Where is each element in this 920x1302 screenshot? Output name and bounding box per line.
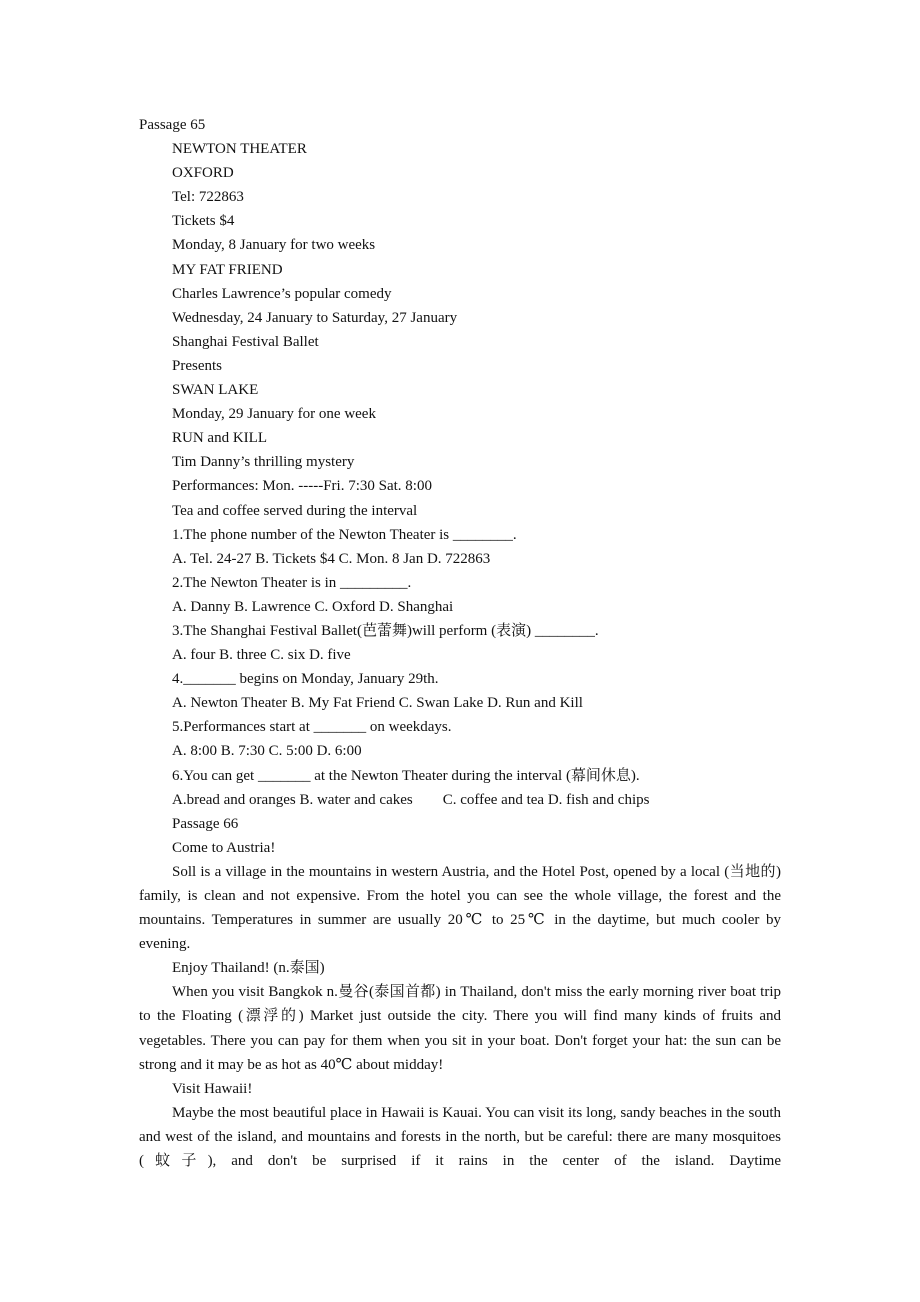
thailand-paragraph: When you visit Bangkok n.曼谷(泰国首都) in Thailand, don't miss the early morning river boat trip to the Floating (漂浮的) Market just outside the city. There you will find many kinds of fruits and vegetables. There you can pay for them when you sit in your boat. Don't forget your hat: the sun can be strong and it may be as hot as 40℃ about midday!: [139, 984, 781, 1073]
question-5: 5.Performances start at _______ on weekdays.: [172, 719, 452, 736]
question-4: 4._______ begins on Monday, January 29th.: [172, 671, 439, 688]
passage-66-heading: Passage 66: [172, 815, 239, 832]
question-3-options: A. four B. three C. six D. five: [172, 647, 351, 664]
question-4-options: A. Newton Theater B. My Fat Friend C. Swan Lake D. Run and Kill: [172, 695, 583, 712]
austria-title: Come to Austria!: [172, 839, 276, 856]
theater-city: OXFORD: [172, 165, 234, 182]
show-2-presents: Presents: [172, 357, 222, 374]
ticket-price: Tickets $4: [172, 213, 235, 230]
question-5-options: A. 8:00 B. 7:30 C. 5:00 D. 6:00: [172, 743, 362, 760]
passage-65-heading: Passage 65: [139, 117, 206, 133]
performance-times: Performances: Mon. -----Fri. 7:30 Sat. 8:00: [172, 478, 432, 495]
austria-paragraph: Soll is a village in the mountains in western Austria, and the Hotel Post, opened by a local (当地的) family, is clean and not expensive. From the hotel you can see the whole village, the forest and the mountains. Temperatures in summer are usually 20℃ to 25℃ in the daytime, but much cooler by evening.: [139, 863, 781, 953]
theater-name: NEWTON THEATER: [172, 141, 307, 158]
show-1-description: Charles Lawrence’s popular comedy: [172, 285, 392, 302]
thailand-title: Enjoy Thailand! (n.泰国): [172, 960, 325, 977]
question-3: 3.The Shanghai Festival Ballet(芭蕾舞)will perform (表演) ________.: [172, 622, 599, 639]
show-2-company: Shanghai Festival Ballet: [172, 333, 319, 350]
show-2-date: Wednesday, 24 January to Saturday, 27 January: [172, 309, 458, 326]
question-2: 2.The Newton Theater is in _________.: [172, 574, 412, 591]
show-2-title: SWAN LAKE: [172, 382, 259, 399]
passage-65-body: [139, 137, 781, 812]
question-6-options: A.bread and oranges B. water and cakes C. coffee and tea D. fish and chips: [172, 791, 650, 808]
interval-note: Tea and coffee served during the interval: [172, 502, 418, 519]
show-1-date: Monday, 8 January for two weeks: [172, 237, 376, 254]
question-1: 1.The phone number of the Newton Theater is ________.: [172, 526, 517, 543]
hawaii-title: Visit Hawaii!: [172, 1080, 253, 1097]
question-6: 6.You can get _______ at the Newton Theater during the interval (幕间休息).: [172, 767, 640, 784]
document-page: [139, 113, 781, 1173]
hawaii-paragraph: Maybe the most beautiful place in Hawaii is Kauai. You can visit its long, sandy beaches in the south and west of the island, and mountains and forests in the north, but be careful: there are many mosquitoes (蚊子), and don't be surprised if it rains in the center of the island. Daytime: [139, 1104, 781, 1170]
show-3-title: RUN and KILL: [172, 430, 267, 447]
question-2-options: A. Danny B. Lawrence C. Oxford D. Shanghai: [172, 598, 454, 615]
show-3-description: Tim Danny’s thrilling mystery: [172, 454, 355, 471]
show-3-date: Monday, 29 January for one week: [172, 406, 376, 423]
show-1-title: MY FAT FRIEND: [172, 261, 283, 278]
theater-phone: Tel: 722863: [172, 189, 244, 206]
question-1-options: A. Tel. 24-27 B. Tickets $4 C. Mon. 8 Jan D. 722863: [172, 550, 491, 567]
